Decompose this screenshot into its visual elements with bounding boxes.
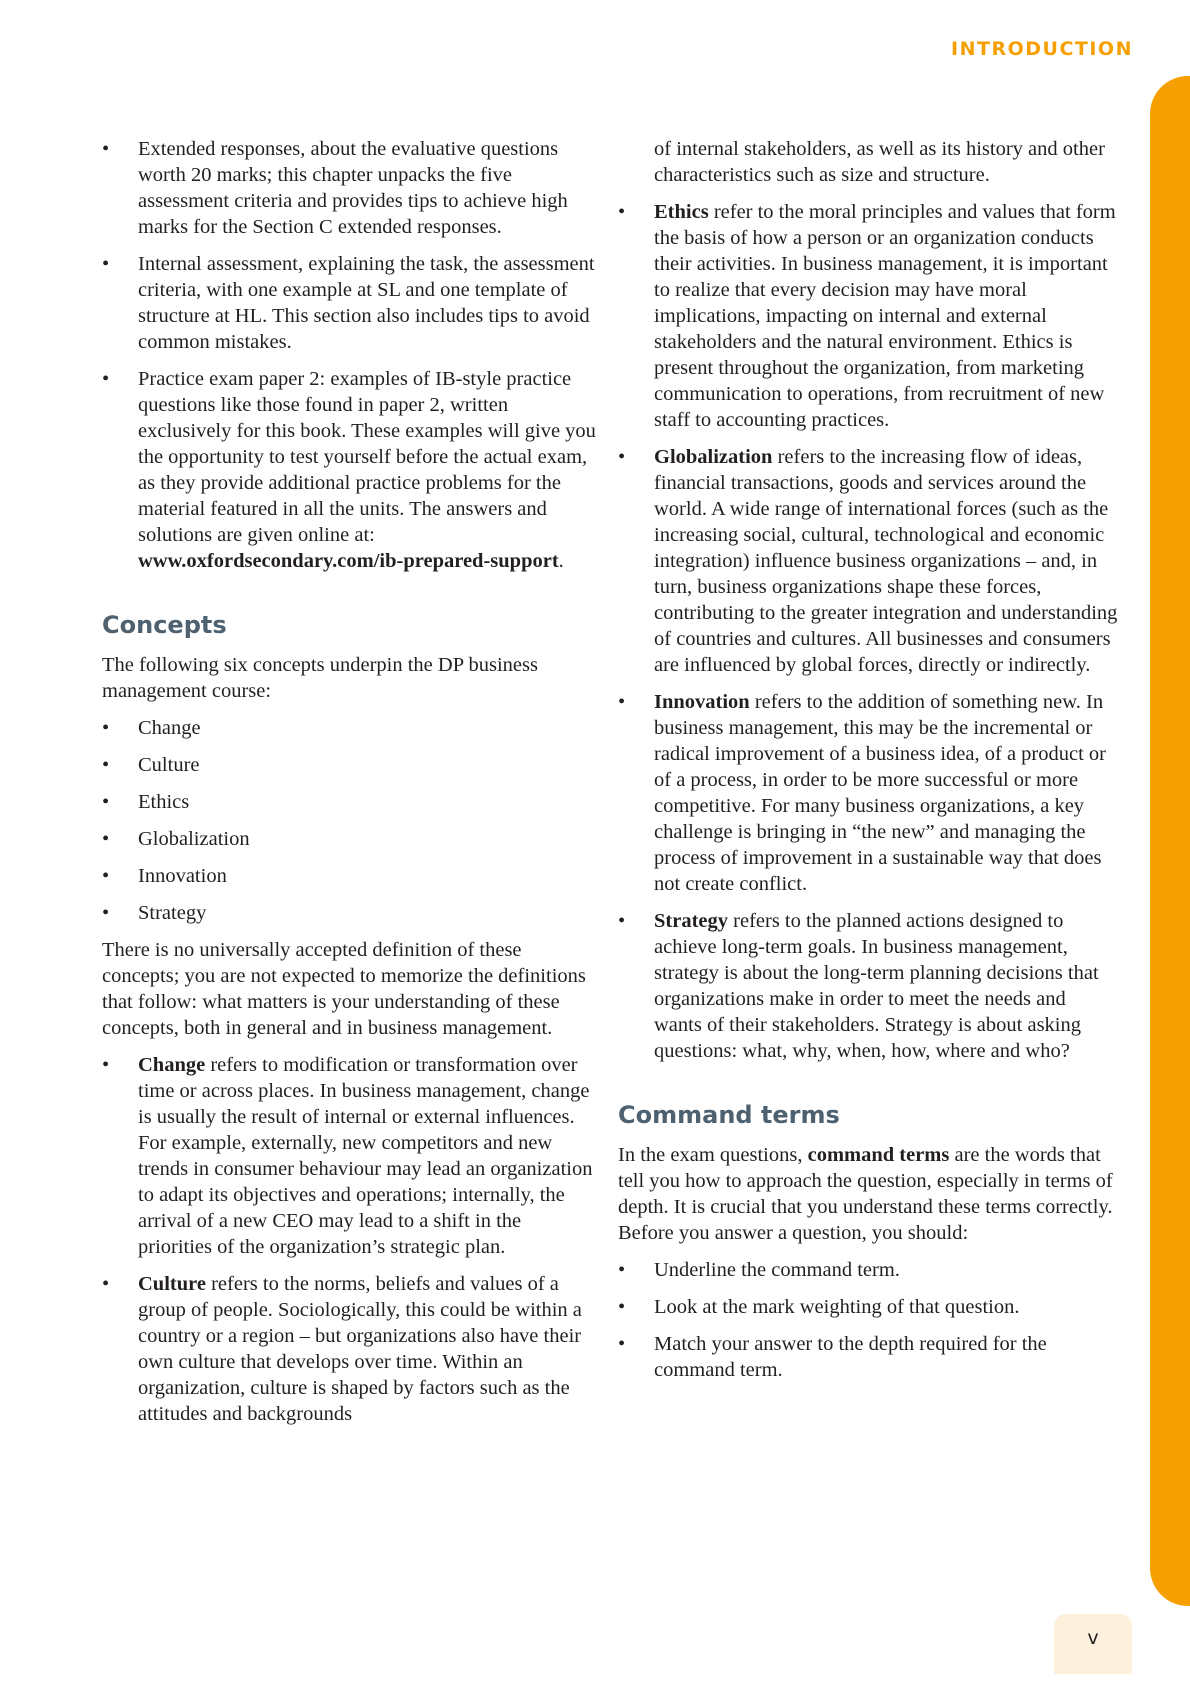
bullet-extended-responses: • Extended responses, about the evaluative questions worth 20 marks; this chapter unpacks the five assessment criteria and provides tips to achieve high marks for the Section C extended responses. [102,136,598,240]
section-header: INTRODUCTION [951,38,1133,60]
definition-innovation-text: refers to the addition of something new. In business management, this may be the incremental or radical improvement of a business idea, of a product or of a process, in order to be more successful or more competitive. For many business organizations, a key challenge is bringing in “the new” and managing the process of improvement in a sustainable way that does not create conflict. [654,691,1106,895]
concept-item: • Culture [102,752,598,778]
definition-ethics-text: refer to the moral principles and values that form the basis of how a person or an organization conducts their activities. In business management, it is important to realize that every decision may have moral implications, impacting on internal and external stakeholders and the natural environment. Ethics is present throughout the organization, from marketing communication to operations, from recruitment of new staff to accounting practices. [654,201,1116,431]
term-change: Change [138,1054,206,1076]
culture-continued: of internal stakeholders, as well as its history and other characteristics such as size and structure. [654,138,1105,186]
definitions-intro: There is no universally accepted definition of these concepts; you are not expected to memorize the definitions that follow: what matters is your understanding of these concepts, both in general and in business management. [102,939,586,1039]
concepts-heading: Concepts [102,611,227,639]
term-ethics: Ethics [654,201,709,223]
bullet-internal-assessment: • Internal assessment, explaining the task, the assessment criteria, with one example at SL and one template of structure at HL. This section also includes tips to avoid common mistakes. [102,251,598,355]
command-intro-after: are the words that tell you how to approach the question, especially in terms of depth. It is crucial that you understand these terms correctly. Before you answer a question, you should: [618,1144,1113,1244]
definition-change [102,1052,598,1260]
definition-list-left [102,1052,598,1427]
command-steps-list [618,1257,1118,1383]
definition-change-text: refers to modification or transformation over time or across places. In business management, change is usually the result of internal or external influences. For example, externally, new competitors and new trends in consumer behaviour may lead an organization to adapt its objectives and operations; internally, the arrival of a new CEO may lead to a shift in the priorities of the organization’s strategic plan. [138,1054,593,1258]
definition-strategy-text: refers to the planned actions designed to achieve long-term goals. In business management, strategy is about the long-term planning decisions that organizations make in order to meet the needs and wants of their stakeholders. Strategy is about asking questions: what, why, when, how, where and who? [654,910,1099,1062]
concept-item: • Ethics [102,789,598,815]
support-url[interactable]: www.oxfordsecondary.com/ib-prepared-support [138,550,559,572]
command-step: • Match your answer to the depth required for the command term. [618,1331,1118,1383]
concepts-intro: The following six concepts underpin the DP business management course: [102,654,538,702]
page-number: v [1054,1614,1132,1674]
command-terms-intro [618,1142,1118,1246]
definition-globalization [618,444,1118,678]
command-step: • Look at the mark weighting of that question. [618,1294,1118,1320]
practice-exam-text: Practice exam paper 2: examples of IB-style practice questions like those found in paper 2, written exclusively for this book. These examples will give you the opportunity to test yourself before the actual exam, as they provide additional practice problems for the material featured in all the units. The answers and solutions are given online at: [138,368,596,546]
term-strategy: Strategy [654,910,729,932]
term-innovation: Innovation [654,691,750,713]
command-intro-before: In the exam questions, [618,1144,808,1166]
definition-innovation [618,689,1118,897]
bullet-practice-exam [102,366,598,574]
definition-strategy [618,908,1118,1064]
term-globalization: Globalization [654,446,773,468]
right-column [618,136,1118,1394]
term-culture: Culture [138,1273,206,1295]
definition-culture [102,1271,598,1427]
concept-item: • Change [102,715,598,741]
command-intro-bold: command terms [807,1144,950,1166]
definition-ethics [618,199,1118,433]
side-tab [1150,76,1190,1606]
definition-list-right [618,199,1118,1064]
practice-exam-end: . [558,550,564,572]
concept-item: • Globalization [102,826,598,852]
concept-item: • Innovation [102,863,598,889]
command-step: • Underline the command term. [618,1257,1118,1283]
left-column [102,136,598,1438]
definition-culture-text: refers to the norms, beliefs and values of a group of people. Sociologically, this could be within a country or a region – but organizations also have their own culture that develops over time. Within an organization, culture is shaped by factors such as the attitudes and backgrounds [138,1273,582,1425]
intro-bullet-list [102,136,598,574]
command-terms-heading: Command terms [618,1101,840,1129]
concept-list [102,715,598,926]
definition-globalization-text: refers to the increasing flow of ideas, financial transactions, goods and services around the world. A wide range of international forces (such as the increasing social, cultural, technological and economic integration) influence business organizations – and, in turn, business organizations shape these forces, contributing to the greater integration and understanding of countries and cultures. All businesses and consumers are influenced by global forces, directly or indirectly. [654,446,1118,676]
concept-item: • Strategy [102,900,598,926]
